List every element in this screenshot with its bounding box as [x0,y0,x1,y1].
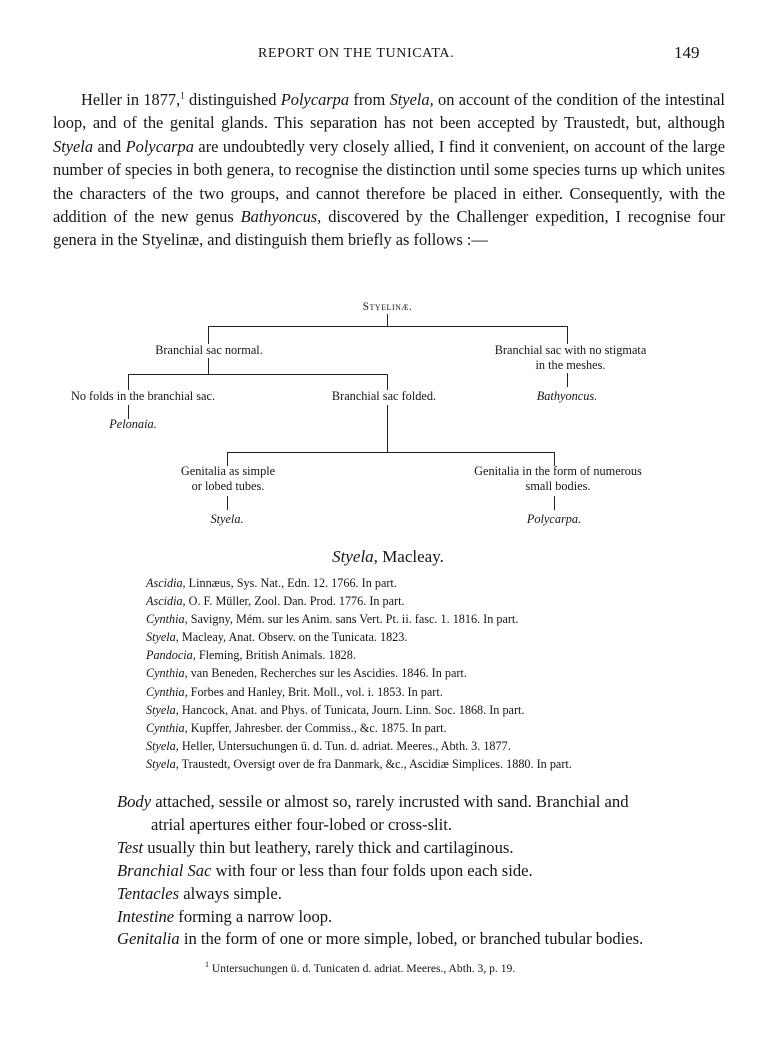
synonym-reference: Kupffer, Jahresber. der Commiss., &c. 1875. In part. [187,720,447,735]
synonym-name: Styela, [146,738,179,753]
synonym-entry [146,610,746,628]
synonym-reference: Heller, Untersuchungen ü. d. Tun. d. adriat. Meeres., Abth. 3. 1877. [178,738,511,753]
intro-text: on account of the condition of the intestinal loop, and of the genital glands. This separation has not been accepted by Traustedt, but, although [53,90,725,133]
genus-name: Styela, [389,90,434,109]
diagram-node-line: small bodies. [525,479,591,493]
genus-heading [0,547,776,567]
synonym-entry [146,664,746,682]
classification-diagram [0,290,776,540]
genus-name: Styela [53,136,94,156]
diagram-node-branchial-sac-normal: Branchial sac normal. [155,343,263,357]
diagram-node-line: Branchial sac with no stigmata [494,343,647,357]
running-head [0,43,776,68]
synonym-reference: Hancock, Anat. and Phys. of Tunicata, Journ. Linn. Soc. 1868. In part. [178,702,525,717]
synonym-name: Pandocia, [146,648,196,663]
diagram-connector [387,405,388,452]
diagram-connector [387,314,388,326]
diagram-root-styelinae: Styelinæ. [362,301,413,313]
intro-text: discovered by the Challenger expedition, I recognise four genera in the Styelinæ, and distinguish them briefly as follows :— [53,207,725,250]
synonym-entry [146,683,746,701]
genus-name: Polycarpa [280,90,350,109]
diagram-node-no-folds: No folds in the branchial sac. [70,389,216,403]
synonym-name: Styela, [146,756,179,771]
diagram-node-no-stigmata [478,343,663,373]
diagram-node-genitalia-tubes [158,464,298,494]
synonym-entry [146,755,746,773]
diagram-node-branchial-sac-folded: Branchial sac folded. [331,389,437,403]
character-entry [117,928,729,951]
synonym-name: Styela, [146,702,179,717]
synonym-reference: Linnæus, Sys. Nat., Edn. 12. 1766. In part. [185,576,397,590]
character-description: attached, sessile or almost so, rarely incrusted with sand. Branchial and [151,792,629,811]
page-number: 149 [674,43,700,62]
genus-heading-author: Macleay. [377,547,444,566]
genus-name: Polycarpa [125,136,194,156]
character-entry [117,883,729,906]
synonym-entry [146,592,746,610]
synonym-reference: Forbes and Hanley, Brit. Moll., vol. i. 1853. In part. [187,684,443,699]
diagram-connector [208,358,209,374]
intro-text: from [349,90,390,109]
synonym-entry [146,719,746,737]
synonym-entry [146,646,746,664]
character-description: usually thin but leathery, rarely thick and cartilaginous. [143,837,514,857]
character-term: Test [117,837,144,857]
genus-characters [117,791,729,951]
diagram-node-genitalia-bodies [447,464,669,494]
diagram-node-line: or lobed tubes. [191,479,265,493]
diagram-connector [227,452,555,453]
diagram-leaf-bathyoncus: Bathyoncus. [536,389,598,403]
character-description: forming a narrow loop. [174,906,333,926]
synonym-name: Cynthia, [146,684,188,699]
synonym-reference: Savigny, Mém. sur les Anim. sans Vert. Pt. ii. fasc. 1. 1816. In part. [187,612,519,627]
character-description-continued: atrial apertures either four-lobed or cross-slit. [151,814,453,834]
synonym-entry [146,628,746,646]
synonym-reference: Fleming, British Animals. 1828. [195,648,356,663]
intro-text: and [93,136,126,156]
character-term: Genitalia [117,929,180,949]
footnote-text: Untersuchungen ü. d. Tunicaten d. adriat. Meeres., Abth. 3, p. 19. [209,962,516,975]
character-entry [117,837,729,860]
diagram-connector [387,374,388,390]
character-term: Body [117,792,152,811]
diagram-node-line: Genitalia as simple [180,464,276,478]
diagram-connector [567,373,568,387]
synonym-reference: van Beneden, Recherches sur les Ascidies. 1846. In part. [187,666,467,681]
footnote-mark: 1 [205,960,209,970]
synonym-reference: Traustedt, Oversigt over de fra Danmark, &c., Ascidiæ Simplices. 1880. In part. [178,756,572,771]
genus-name: Bathyoncus, [240,207,322,227]
character-description: in the form of one or more simple, lobed, or branched tubular bodies. [179,929,644,949]
synonym-name: Ascidia, [146,576,186,590]
synonym-name: Cynthia, [146,666,188,681]
character-term: Tentacles [117,883,180,903]
diagram-leaf-pelonaia: Pelonaia. [109,417,157,431]
diagram-connector [554,496,555,510]
intro-paragraph [53,88,725,252]
running-head-title: REPORT ON THE TUNICATA. [258,46,455,61]
synonym-entry [146,574,746,592]
synonym-name: Styela, [146,630,179,645]
intro-text: are undoubtedly very closely allied, I find it convenient, on account of the large number of species in both genera, to recognise the distinction until some species turns up which unites the characters of the two groups, and cannot therefore be placed in either. Consequently, with the addition of the new genus [53,136,725,227]
diagram-connector [227,496,228,510]
character-description: with four or less than four folds upon each side. [211,860,533,880]
synonymy-list [146,574,746,773]
character-term: Intestine [117,906,175,926]
character-entry [117,860,729,883]
diagram-connector [208,326,568,327]
character-entry [117,791,729,837]
intro-text: distinguished [184,90,281,109]
diagram-node-line: in the meshes. [535,358,606,372]
diagram-connector [128,374,387,375]
synonym-reference: O. F. Müller, Zool. Dan. Prod. 1776. In part. [185,594,405,609]
diagram-leaf-polycarpa: Polycarpa. [526,512,582,526]
synonym-name: Cynthia, [146,612,188,627]
genus-heading-name: Styela, [332,547,378,566]
synonym-name: Ascidia, [146,594,186,609]
diagram-connector [567,326,568,344]
synonym-reference: Macleay, Anat. Observ. on the Tunicata. 1823. [178,630,408,645]
synonym-entry [146,737,746,755]
diagram-leaf-styela: Styela. [210,512,244,526]
diagram-connector [208,326,209,344]
intro-text: Heller in 1877, [81,90,181,109]
character-description: always simple. [179,883,282,903]
diagram-connector [128,374,129,390]
synonym-entry [146,701,746,719]
character-term: Branchial Sac [117,860,212,880]
character-entry [117,906,729,929]
synonym-name: Cynthia, [146,720,188,735]
footnote-reference: 1 [180,90,185,101]
diagram-node-line: Genitalia in the form of numerous [474,464,642,478]
footnote [205,962,705,975]
